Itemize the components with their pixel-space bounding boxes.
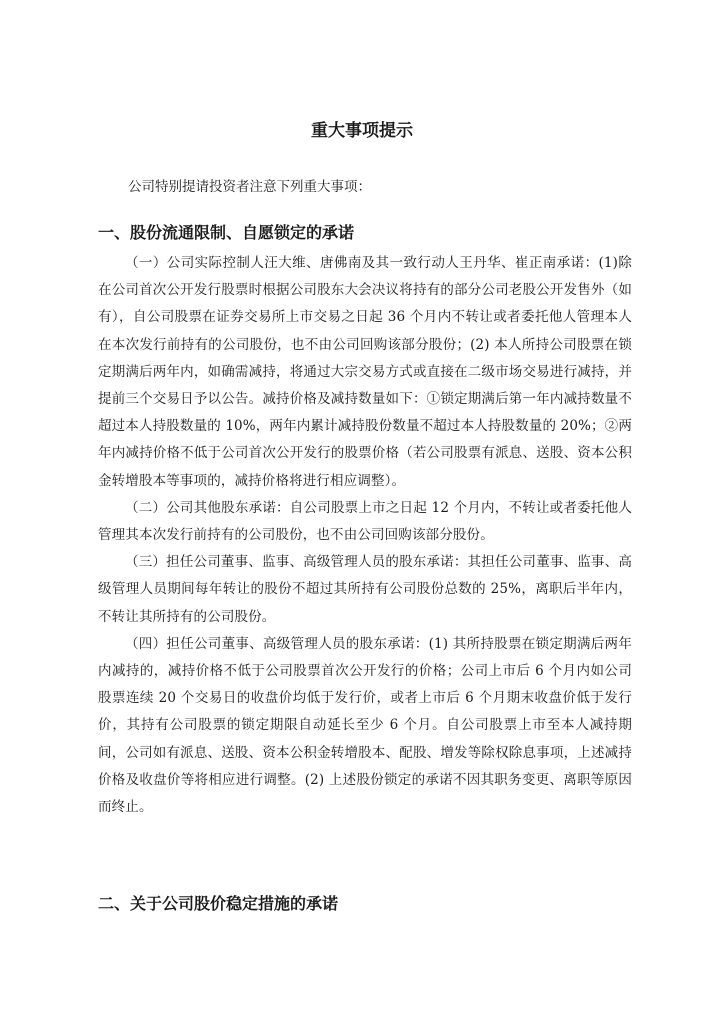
paragraph-lockup-directors-supervisors: （三）担任公司董事、监事、高级管理人员的股东承诺：其担任公司董事、监事、高级管理人员期间每年转让的股份不超过其所持有公司股份总数的 25%，离职后半年内，不转让其所持有的公司股份。 <box>98 554 632 625</box>
paragraph-lockup-controller: （一）公司实际控制人汪大维、唐佛南及其一致行动人王丹华、崔正南承诺：(1)除在公司首次公开发行股票时根据公司股东大会决议将持有的部分公司老股公开发售外（如有），自公司股票在证券交易所上市交易之日起 36 个月内不转让或者委托他人管理本人在本次发行前持有的公司股份，也不由公司回购该部分股份；(2) 本人所持公司股票在锁定期满后两年内，如确需减持，将通过大宗交易方式或直接在二级市场交易进行减持，并提前三个交易日予以公告。减持价格及减持数量如下：①锁定期满后第一年内减持数量不超过本人持股数量的 10%，两年内累计减持股份数量不超过本人持股数量的 20%；②两年内减持价格不低于公司首次公开发行的股票价格（若公司股票有派息、送股、资本公积金转增股本等事项的，减持价格将进行相应调整）。 <box>98 255 632 489</box>
page-title: 重大事项提示 <box>311 121 413 141</box>
intro-text: 公司特别提请投资者注意下列重大事项： <box>128 179 371 195</box>
paragraph-lockup-directors-executives: （四）担任公司董事、高级管理人员的股东承诺：(1) 其所持股票在锁定期满后两年内减持的，减持价格不低于公司股票首次公开发行的价格；公司上市后 6 个月内如公司股票连续 20 个交易日的收盘价均低于发行价，或者上市后 6 个月期末收盘价低于发行价，其持有公司股票的锁定期限自动延长至少 6 个月。自公司股票上市至本人减持期间，公司如有派息、送股、资本公积金转增股本、配股、增发等除权除息事项，上述减持价格及收盘价等将相应进行调整。(2) 上述股份锁定的承诺不因其职务变更、离职等原因而终止。 <box>98 635 632 816</box>
section-heading-1: 一、股份流通限制、自愿锁定的承诺 <box>98 223 355 242</box>
section-1-body <box>98 250 632 821</box>
section-heading-2: 二、关于公司股价稳定措施的承诺 <box>98 894 339 913</box>
paragraph-lockup-other-shareholders: （二）公司其他股东承诺：自公司股票上市之日起 12 个月内，不转让或者委托他人管理其本次发行前持有的公司股份，也不由公司回购该部分股份。 <box>98 499 632 544</box>
